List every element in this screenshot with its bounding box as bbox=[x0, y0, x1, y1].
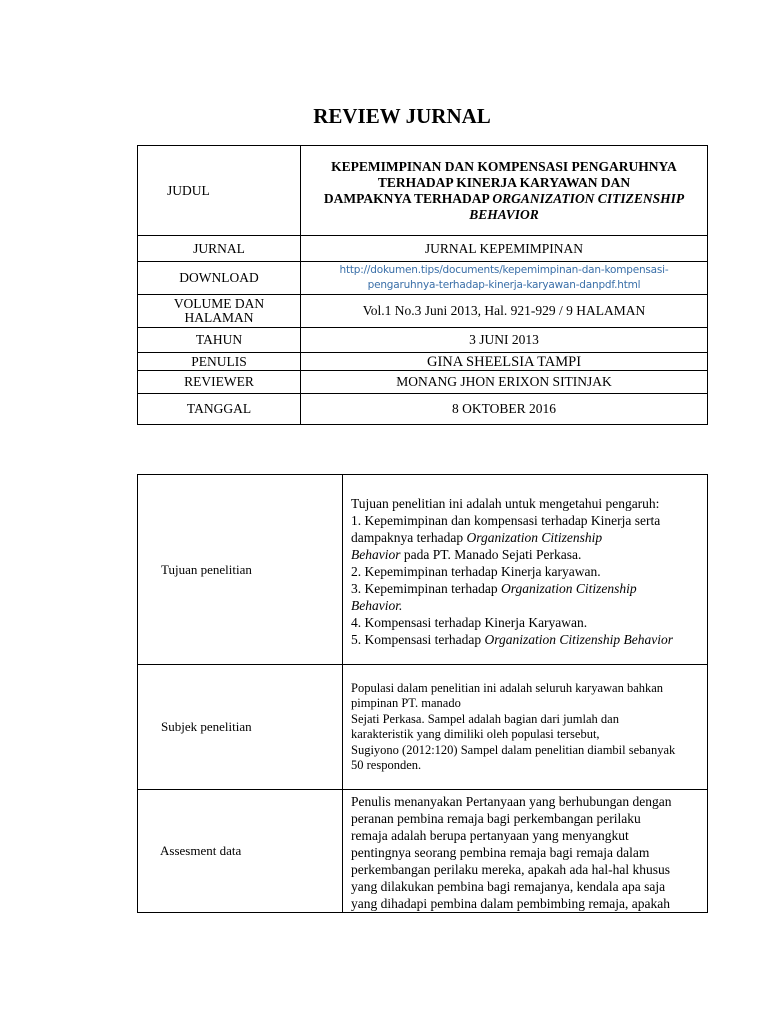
tujuan-item-3-normal: 3. Kepemimpinan terhadap bbox=[351, 581, 501, 596]
subjek-line-2: pimpinan PT. manado bbox=[351, 696, 461, 710]
row-volume bbox=[138, 295, 708, 328]
assessment-line-7: yang dihadapi pembina dalam pembimbing remaja, apakah bbox=[351, 896, 671, 911]
row-subjek bbox=[138, 665, 708, 790]
volume-label-line-1: VOLUME DAN bbox=[173, 296, 265, 311]
assessment-line-2: peranan pembina remaja bagi perkembangan perilaku bbox=[351, 811, 641, 826]
tujuan-item-1c-italic: Behavior bbox=[351, 547, 401, 562]
subjek-line-5: Sugiyono (2012:120) Sampel dalam penelitian diambil sebanyak bbox=[351, 742, 676, 757]
tujuan-item-3 bbox=[351, 580, 699, 597]
tujuan-value bbox=[343, 475, 708, 665]
volume-value: Vol.1 No.3 Juni 2013, Hal. 921-929 / 9 HALAMAN bbox=[301, 295, 708, 328]
tujuan-item-3-italic: Organization Citizenship bbox=[500, 581, 637, 596]
volume-label-line-2: HALAMAN bbox=[184, 310, 254, 325]
judul-line-2: TERHADAP KINERJA KARYAWAN DAN bbox=[377, 174, 631, 190]
tujuan-label: Tujuan penelitian bbox=[138, 475, 343, 665]
judul-line-4 bbox=[309, 207, 699, 223]
reviewer-value: MONANG JHON ERIXON SITINJAK bbox=[301, 371, 708, 394]
row-assessment bbox=[138, 790, 708, 913]
row-download bbox=[138, 262, 708, 295]
tanggal-value: 8 OKTOBER 2016 bbox=[301, 394, 708, 425]
tujuan-item-1c-normal: pada PT. Manado Sejati Perkasa. bbox=[400, 547, 582, 562]
subjek-line-3: Sejati Perkasa. Sampel adalah bagian dari jumlah dan bbox=[351, 711, 619, 726]
row-penulis bbox=[138, 353, 708, 371]
assessment-line-3: remaja adalah berupa pertanyaan yang menyangkut bbox=[351, 828, 629, 843]
tujuan-item-1b-italic: Organization Citizenship bbox=[466, 530, 603, 545]
row-tanggal bbox=[138, 394, 708, 425]
download-label: DOWNLOAD bbox=[138, 262, 301, 295]
judul-value bbox=[301, 146, 708, 236]
assessment-line-4: pentingnya seorang pembina remaja bagi remaja dalam bbox=[351, 845, 650, 860]
tujuan-item-2: 2. Kepemimpinan terhadap Kinerja karyawan. bbox=[351, 564, 601, 579]
subjek-label: Subjek penelitian bbox=[138, 665, 343, 790]
subjek-line-6: 50 responden. bbox=[351, 758, 422, 772]
tujuan-item-1b-normal: dampaknya terhadap bbox=[351, 530, 467, 545]
journal-info-table bbox=[137, 145, 708, 425]
tujuan-item-3b-italic: Behavior. bbox=[351, 598, 403, 613]
judul-line-3-normal: DAMPAKNYA TERHADAP bbox=[323, 190, 493, 206]
review-table bbox=[137, 474, 708, 913]
tujuan-item-1b bbox=[351, 529, 699, 546]
assessment-line-5: perkembangan perilaku mereka, apakah ada hal-hal khusus bbox=[351, 862, 670, 877]
tujuan-item-1c bbox=[351, 546, 699, 563]
tujuan-item-3b bbox=[351, 597, 699, 614]
subjek-line-1: Populasi dalam penelitian ini adalah seluruh karyawan bahkan bbox=[351, 680, 664, 695]
judul-label: JUDUL bbox=[138, 146, 301, 236]
tahun-value: 3 JUNI 2013 bbox=[301, 328, 708, 353]
tujuan-item-5-normal: 5. Kompensasi terhadap bbox=[351, 632, 485, 647]
judul-line-4-italic: BEHAVIOR bbox=[469, 206, 539, 222]
subjek-value bbox=[343, 665, 708, 790]
tahun-label: TAHUN bbox=[138, 328, 301, 353]
subjek-line-4: karakteristik yang dimiliki oleh populasi tersebut, bbox=[351, 727, 600, 741]
row-reviewer bbox=[138, 371, 708, 394]
row-jurnal bbox=[138, 236, 708, 262]
assessment-line-6: yang dilakukan pembina bagi remajanya, kendala apa saja bbox=[351, 879, 666, 894]
download-link-line-2[interactable]: pengaruhnya-terhadap-kinerja-karyawan-danpdf.html bbox=[367, 279, 641, 291]
tujuan-item-1a: 1. Kepemimpinan dan kompensasi terhadap Kinerja serta bbox=[351, 513, 661, 528]
assessment-line-1: Penulis menanyakan Pertanyaan yang berhubungan dengan bbox=[351, 794, 672, 809]
penulis-value: GINA SHEELSIA TAMPI bbox=[301, 353, 708, 371]
volume-label bbox=[138, 295, 301, 328]
row-tahun bbox=[138, 328, 708, 353]
judul-line-3-italic: ORGANIZATION CITIZENSHIP bbox=[492, 190, 685, 206]
judul-line-3 bbox=[309, 191, 699, 207]
penulis-label: PENULIS bbox=[138, 353, 301, 371]
download-link-line-1[interactable]: http://dokumen.tips/documents/kepemimpinan-dan-kompensasi- bbox=[339, 264, 669, 276]
assessment-label: Assesment data bbox=[138, 790, 343, 913]
tujuan-item-5 bbox=[351, 631, 699, 648]
jurnal-label: JURNAL bbox=[138, 236, 301, 262]
tujuan-item-4: 4. Kompensasi terhadap Kinerja Karyawan. bbox=[351, 615, 588, 630]
page-title: REVIEW JURNAL bbox=[313, 104, 491, 128]
row-tujuan bbox=[138, 475, 708, 665]
judul-line-1: KEPEMIMPINAN DAN KOMPENSASI PENGARUHNYA bbox=[331, 158, 677, 174]
download-link[interactable] bbox=[301, 262, 708, 295]
reviewer-label: REVIEWER bbox=[138, 371, 301, 394]
tujuan-item-5-italic: Organization Citizenship Behavior bbox=[484, 632, 673, 647]
row-judul bbox=[138, 146, 708, 236]
assessment-value bbox=[343, 790, 708, 913]
tanggal-label: TANGGAL bbox=[138, 394, 301, 425]
jurnal-value: JURNAL KEPEMIMPINAN bbox=[301, 236, 708, 262]
tujuan-intro: Tujuan penelitian ini adalah untuk mengetahui pengaruh: bbox=[351, 496, 660, 511]
